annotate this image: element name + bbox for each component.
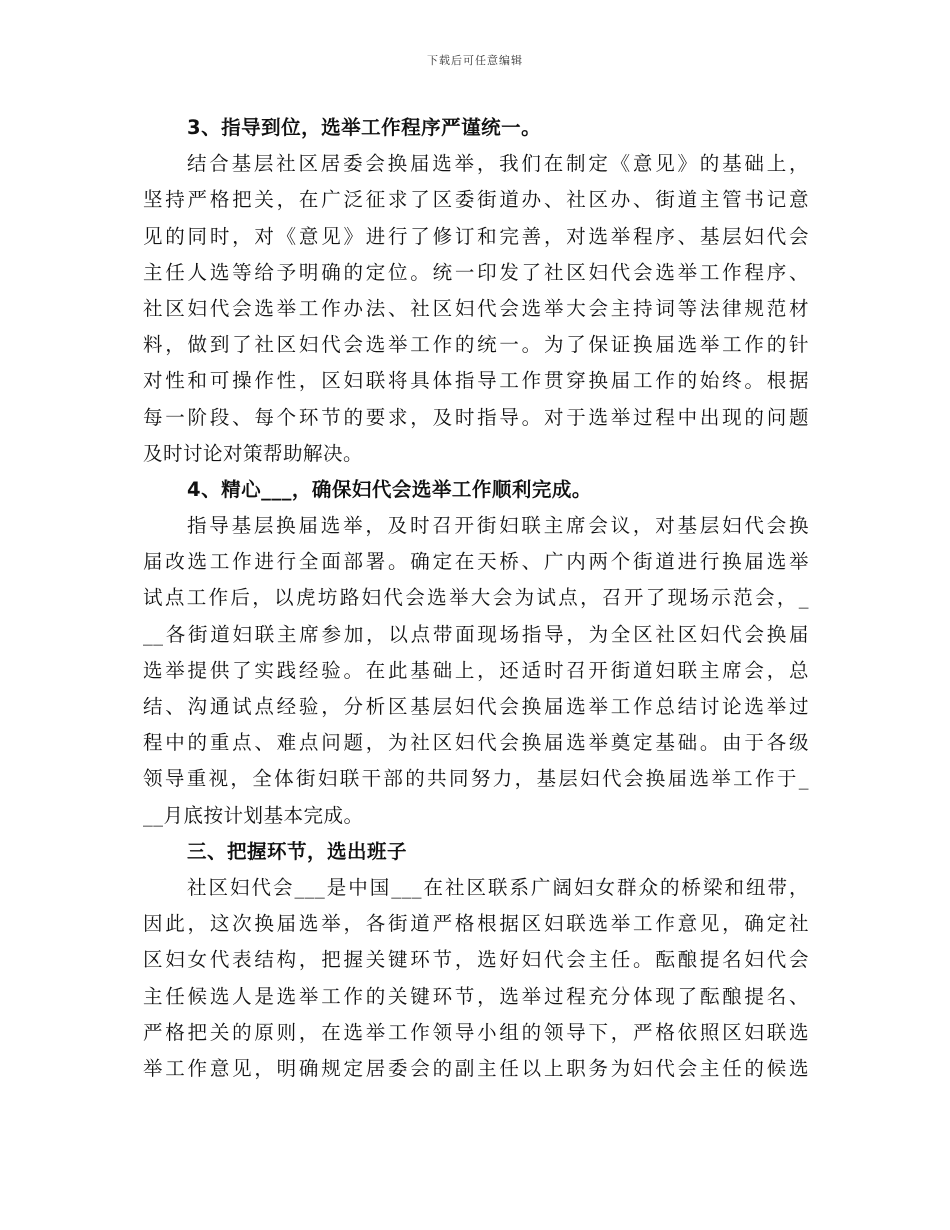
paragraph-line: 领导重视，全体街妇联干部的共同努力，基层妇代会换届选举工作于_ <box>143 767 809 791</box>
paragraph-line: 主任人选等给予明确的定位。统一印发了社区妇代会选举工作程序、 <box>143 260 809 284</box>
page-header: 下载后可任意编辑 <box>427 54 523 67</box>
paragraph-line: 坚持严格把关，在广泛征求了区委街道办、社区办、街道主管书记意 <box>143 188 809 212</box>
document-body <box>143 110 809 1087</box>
paragraph-line: 社区妇代会选举工作办法、社区妇代会选举大会主持词等法律规范材 <box>143 296 809 320</box>
paragraph-line: 选举提供了实践经验。在此基础上，还适时召开街道妇联主席会，总 <box>143 658 809 682</box>
paragraph-line: 程中的重点、难点问题，为社区妇代会换届选举奠定基础。由于各级 <box>143 731 809 755</box>
paragraph-line: 试点工作后，以虎坊路妇代会选举大会为试点，召开了现场示范会，_ <box>143 586 809 610</box>
paragraph-line: 结、沟通试点经验，分析区基层妇代会换届选举工作总结讨论选举过 <box>143 695 809 718</box>
paragraph-line: __各街道妇联主席参加，以点带面现场指导，为全区社区妇代会换届 <box>143 622 809 646</box>
paragraph-line: 严格把关的原则，在选举工作领导小组的领导下，严格依照区妇联选 <box>143 1020 809 1044</box>
paragraph-line: 举工作意见，明确规定居委会的副主任以上职务为妇代会主任的候选 <box>143 1056 809 1080</box>
section-heading-3: 3、指导到位，选举工作程序严谨统一。 <box>187 116 542 139</box>
paragraph-line: 每一阶段、每个环节的要求，及时指导。对于选举过程中出现的问题 <box>143 405 809 429</box>
paragraph-line: __月底按计划基本完成。 <box>143 803 364 827</box>
paragraph-line: 届改选工作进行全面部署。确定在天桥、广内两个街道进行换届选举 <box>143 550 809 574</box>
paragraph-line: 主任候选人是选举工作的关键环节，选举过程充分体现了酝酿提名、 <box>143 984 809 1008</box>
section-heading-three: 三、把握环节，选出班子 <box>187 839 408 863</box>
paragraph-line: 及时讨论对策帮助解决。 <box>143 441 364 465</box>
paragraph-line: 社区妇代会___是中国___在社区联系广阔妇女群众的桥梁和纽带， <box>187 875 809 899</box>
section-heading-4: 4、精心___，确保妇代会选举工作顺利完成。 <box>187 477 592 501</box>
paragraph-line: 对性和可操作性，区妇联将具体指导工作贯穿换届工作的始终。根据 <box>143 369 809 393</box>
paragraph-line: 因此，这次换届选举，各街道严格根据区妇联选举工作意见，确定社 <box>143 912 809 936</box>
paragraph-line: 结合基层社区居委会换届选举，我们在制定《意见》的基础上， <box>187 152 809 176</box>
paragraph-line: 指导基层换届选举，及时召开街妇联主席会议，对基层妇代会换 <box>187 514 809 538</box>
paragraph-line: 区妇女代表结构，把握关键环节，选好妇代会主任。酝酿提名妇代会 <box>143 948 809 972</box>
paragraph-line: 见的同时，对《意见》进行了修订和完善，对选举程序、基层妇代会 <box>143 224 809 248</box>
paragraph-line: 料，做到了社区妇代会选举工作的统一。为了保证换届选举工作的针 <box>143 333 809 357</box>
